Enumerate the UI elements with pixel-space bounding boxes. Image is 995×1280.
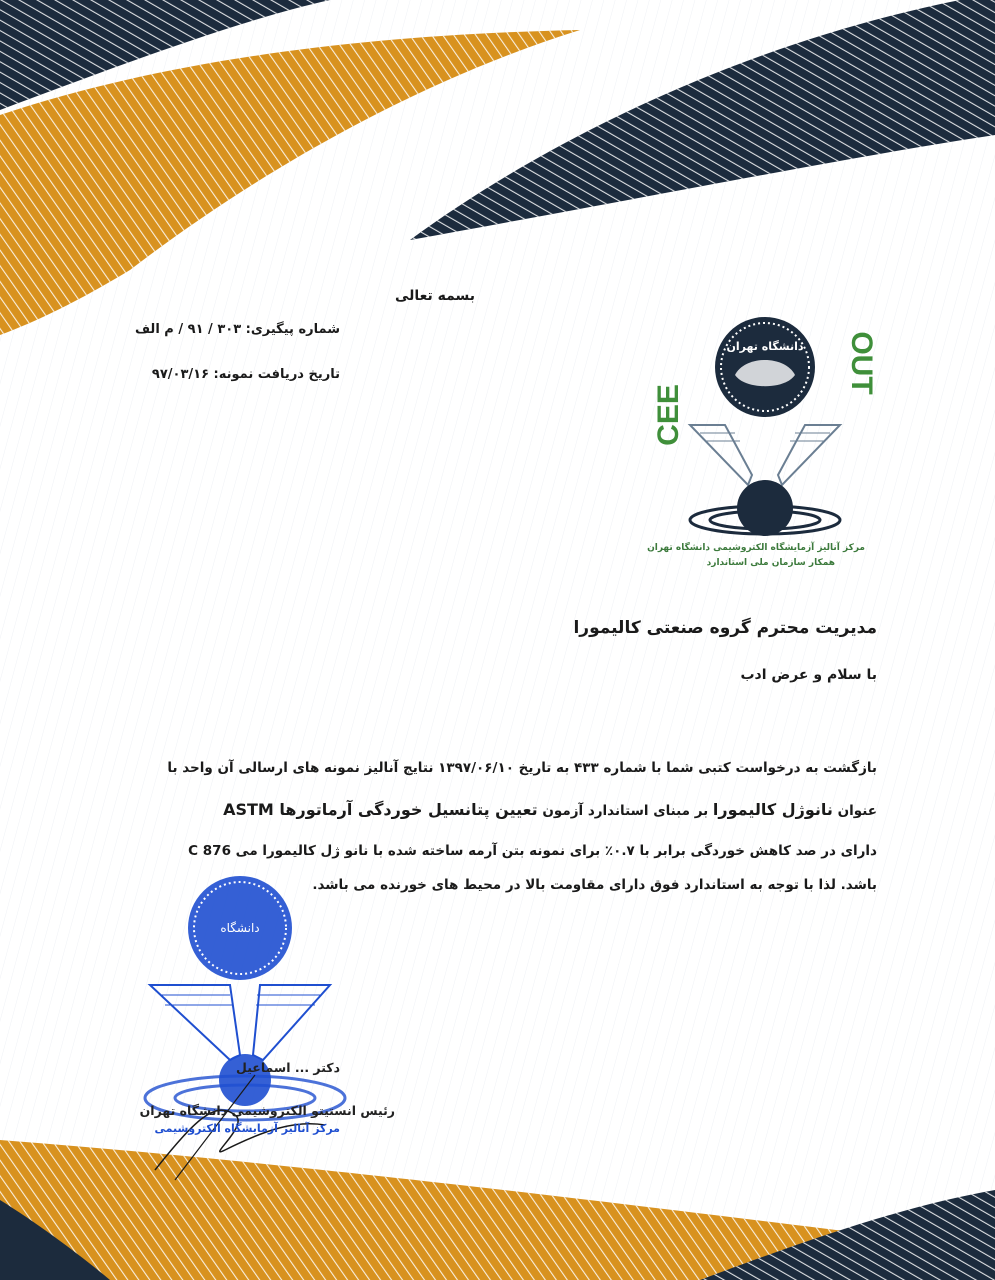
official-stamp: [135, 870, 405, 1190]
greeting: با سلام و عرض ادب: [740, 667, 877, 683]
body-line-1: بازگشت به درخواست کتبی شما با شماره ۴۳۳ به تاریخ ۱۳۹۷/۰۶/۱۰ نتایج آنالیز نمونه های ارسالی آن واحد با: [167, 760, 877, 776]
logo-sphere: [737, 480, 793, 536]
test-name: تعیین پتانسیل خوردگی آرماتورها ASTM: [223, 800, 538, 819]
bismillah-heading: بسمه تعالی: [394, 288, 476, 304]
body-line-2-prefix: عنوان: [837, 803, 877, 819]
body-line-4: باشد. لذا با توجه به استاندارد فوق دارای مقاومت بالا در محیط های خورنده می باشد.: [312, 877, 877, 893]
signatory-title: رئیس انستیتو الکتروشیمی دانشگاه تهران: [139, 1103, 395, 1118]
stamp-seal-text: دانشگاه: [220, 921, 260, 935]
logo-caption-line2: همکار سازمان ملی استاندارد: [706, 558, 835, 568]
product-name: نانوژل کالیمورا: [712, 800, 833, 819]
stamp-text: مرکز آنالیز آزمایشگاه الکتروشیمی: [154, 1122, 340, 1135]
body-line-3: C 876 دارای در صد کاهش خوردگی برابر با ۰.۷٪ برای نمونه بتن آرمه ساخته شده با نانو ژل کالیمورا می: [188, 843, 877, 859]
body-line-2: [223, 800, 877, 819]
university-lab-logo: [652, 315, 878, 575]
addressee: مدیریت محترم گروه صنعتی کالیمورا: [573, 618, 877, 638]
logo-caption-line1: مرکز آنالیز آزمایشگاه الکتروشیمی دانشگاه تهران: [647, 543, 865, 553]
logo-left-text: CEE: [652, 384, 685, 446]
body-line-2-middle: بر مبنای استاندارد آزمون: [542, 803, 709, 819]
logo-emblem-text: دانشگاه تهران: [726, 340, 804, 353]
receipt-date: تاریخ دریافت نمونه: ۹۷/۰۳/۱۶: [151, 367, 340, 382]
tracking-number: شماره پیگیری: ۳۰۳ / ۹۱ / م الف: [134, 322, 340, 337]
logo-right-text: OUT: [845, 331, 878, 395]
signatory-name: دکتر ... اسماعیل: [236, 1060, 340, 1075]
